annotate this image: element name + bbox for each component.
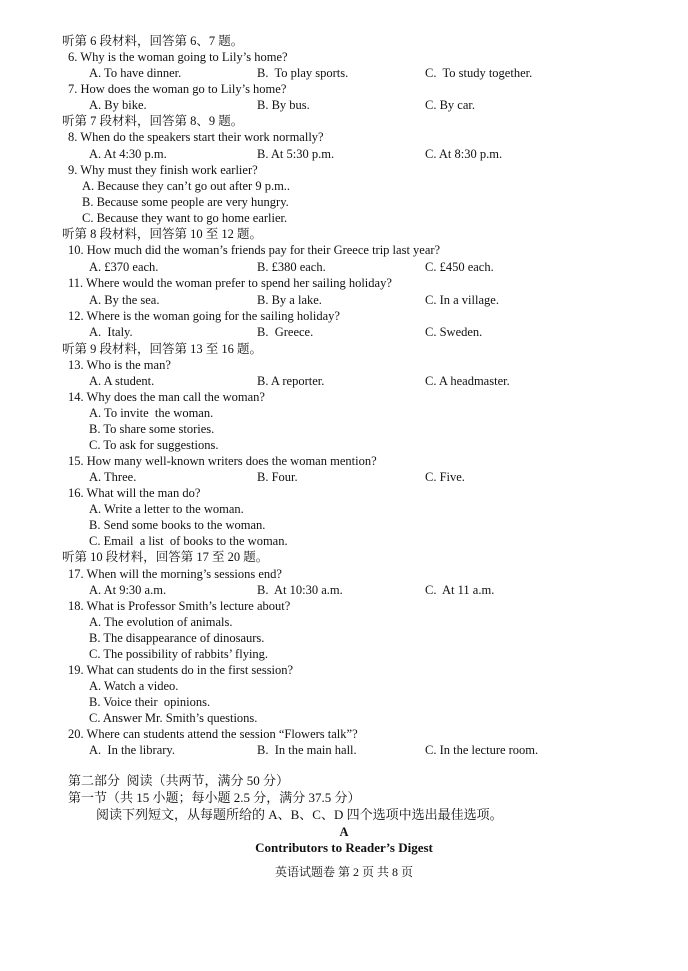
part-two-heading: 第二部分 阅读（共两节，满分 50 分） <box>68 773 290 788</box>
question-8: 8. When do the speakers start their work normally? <box>68 130 324 144</box>
question-7: 7. How does the woman go to Lily’s home? <box>68 82 287 96</box>
option-19a: A. Watch a video. <box>89 679 179 693</box>
option-9a: A. Because they can’t go out after 9 p.m.. <box>82 179 291 193</box>
option-19c: C. Answer Mr. Smith’s questions. <box>89 711 258 725</box>
option-16b: B. Send some books to the woman. <box>89 518 266 532</box>
page-footer: 英语试题卷 第 2 页 共 8 页 <box>274 865 413 879</box>
option-10b: B. £380 each. <box>257 260 326 274</box>
option-18c: C. The possibility of rabbits’ flying. <box>89 647 269 661</box>
option-11c: C. In a village. <box>425 293 499 307</box>
question-18: 18. What is Professor Smith’s lecture about? <box>68 599 291 613</box>
option-9b: B. Because some people are very hungry. <box>82 195 289 209</box>
option-6b: B. To play sports. <box>257 66 349 80</box>
question-10: 10. How much did the woman’s friends pay for their Greece trip last year? <box>68 243 441 257</box>
option-13b: B. A reporter. <box>257 374 325 388</box>
option-14b: B. To share some stories. <box>89 422 215 436</box>
option-11a: A. By the sea. <box>89 293 160 307</box>
option-6a: A. To have dinner. <box>89 66 182 80</box>
question-9: 9. Why must they finish work earlier? <box>68 163 258 177</box>
option-18b: B. The disappearance of dinosaurs. <box>89 631 265 645</box>
option-10c: C. £450 each. <box>425 260 494 274</box>
question-14: 14. Why does the man call the woman? <box>68 390 265 404</box>
question-12: 12. Where is the woman going for the sailing holiday? <box>68 309 340 323</box>
section-heading-8: 听第 8 段材料，回答第 10 至 12 题。 <box>62 227 263 241</box>
option-13c: C. A headmaster. <box>425 374 510 388</box>
option-14a: A. To invite the woman. <box>89 406 214 420</box>
option-13a: A. A student. <box>89 374 155 388</box>
section-heading-9: 听第 9 段材料，回答第 13 至 16 题。 <box>62 342 263 356</box>
passage-title: Contributors to Reader’s Digest <box>255 840 433 855</box>
option-10a: A. £370 each. <box>89 260 159 274</box>
option-12a: A. Italy. <box>89 325 133 339</box>
section-heading-6: 听第 6 段材料，回答第 6、7 题。 <box>62 34 244 48</box>
question-6: 6. Why is the woman going to Lily’s home? <box>68 50 288 64</box>
option-19b: B. Voice their opinions. <box>89 695 211 709</box>
option-15b: B. Four. <box>257 470 298 484</box>
option-8b: B. At 5:30 p.m. <box>257 147 335 161</box>
option-20a: A. In the library. <box>89 743 175 757</box>
option-11b: B. By a lake. <box>257 293 322 307</box>
option-6c: C. To study together. <box>425 66 533 80</box>
question-15: 15. How many well-known writers does the woman mention? <box>68 454 377 468</box>
option-14c: C. To ask for suggestions. <box>89 438 219 452</box>
option-20b: B. In the main hall. <box>257 743 357 757</box>
question-16: 16. What will the man do? <box>68 486 201 500</box>
option-8a: A. At 4:30 p.m. <box>89 147 167 161</box>
question-11: 11. Where would the woman prefer to spend her sailing holiday? <box>68 276 392 290</box>
section-one-heading: 第一节（共 15 小题；每小题 2.5 分，满分 37.5 分） <box>68 790 361 805</box>
question-19: 19. What can students do in the first session? <box>68 663 294 677</box>
option-12c: C. Sweden. <box>425 325 483 339</box>
option-8c: C. At 8:30 p.m. <box>425 147 503 161</box>
section-heading-10: 听第 10 段材料，回答第 17 至 20 题。 <box>62 550 269 564</box>
reading-instructions: 阅读下列短文，从每题所给的 A、B、C、D 四个选项中选出最佳选项。 <box>96 807 503 822</box>
option-16a: A. Write a letter to the woman. <box>89 502 244 516</box>
question-20: 20. Where can students attend the session “Flowers talk”? <box>68 727 358 741</box>
section-heading-7: 听第 7 段材料，回答第 8、9 题。 <box>62 114 244 128</box>
option-7a: A. By bike. <box>89 98 147 112</box>
option-16c: C. Email a list of books to the woman. <box>89 534 288 548</box>
option-12b: B. Greece. <box>257 325 314 339</box>
option-7b: B. By bus. <box>257 98 310 112</box>
option-17a: A. At 9:30 a.m. <box>89 583 167 597</box>
question-17: 17. When will the morning’s sessions end? <box>68 567 282 581</box>
passage-letter: A <box>339 825 349 839</box>
option-9c: C. Because they want to go home earlier. <box>82 211 288 225</box>
option-17b: B. At 10:30 a.m. <box>257 583 343 597</box>
option-15a: A. Three. <box>89 470 137 484</box>
option-18a: A. The evolution of animals. <box>89 615 233 629</box>
option-17c: C. At 11 a.m. <box>425 583 495 597</box>
option-7c: C. By car. <box>425 98 475 112</box>
option-20c: C. In the lecture room. <box>425 743 539 757</box>
option-15c: C. Five. <box>425 470 465 484</box>
question-13: 13. Who is the man? <box>68 358 171 372</box>
